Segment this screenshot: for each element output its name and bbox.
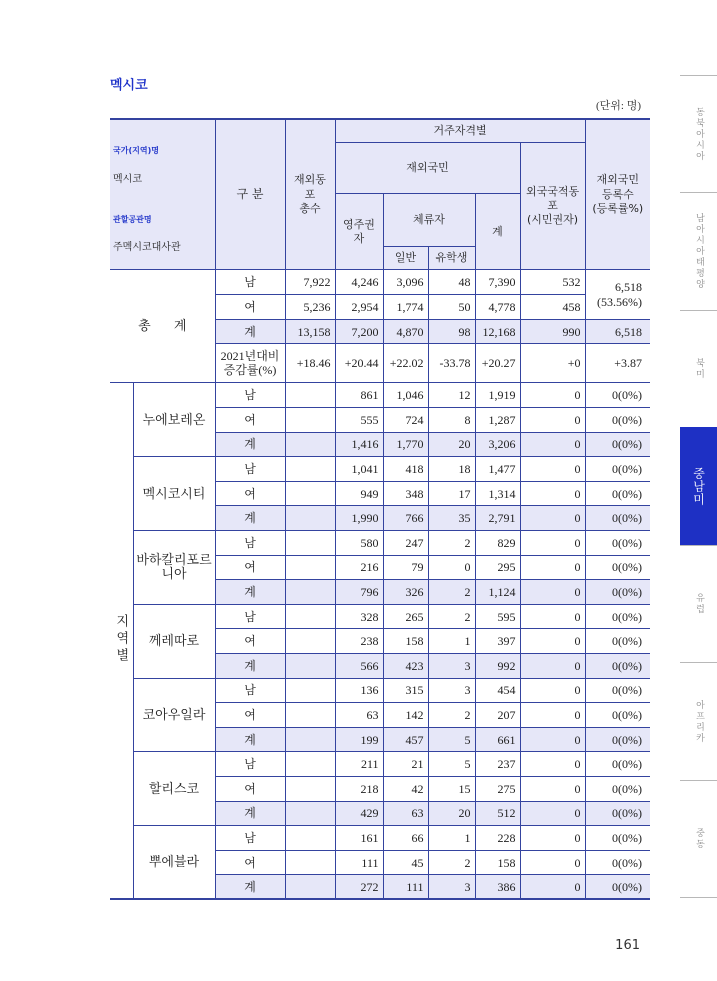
sex-label: 남 (215, 678, 285, 703)
student-value: 2 (428, 531, 475, 556)
table-row (110, 383, 650, 408)
student-value: 17 (428, 481, 475, 506)
region-group-label: 지역별 (114, 613, 130, 665)
permanent-resident-value: 566 (335, 654, 383, 679)
total-overseas-value (285, 580, 335, 605)
nationals-subtotal-value: 454 (475, 678, 520, 703)
nationals-subtotal-value: 237 (475, 752, 520, 777)
general-sojourner-change: +22.02 (383, 344, 428, 383)
nationals-subtotal-value: 1,287 (475, 408, 520, 433)
registered-value: 6,518 (615, 279, 643, 294)
nationals-subtotal-value: 1,314 (475, 481, 520, 506)
total-overseas-value (285, 408, 335, 433)
student-value: 0 (428, 555, 475, 580)
total-overseas-value: 7,922 (285, 270, 335, 295)
student-value: 5 (428, 727, 475, 752)
student-value: 8 (428, 408, 475, 433)
nationals-subtotal-value: 1,124 (475, 580, 520, 605)
total-overseas-value (285, 801, 335, 826)
nationals-subtotal-value: 992 (475, 654, 520, 679)
student-value: 50 (428, 295, 475, 320)
general-sojourner-value: 247 (383, 531, 428, 556)
permanent-resident-value: 218 (335, 776, 383, 801)
sex-label: 여 (215, 481, 285, 506)
student-value: 3 (428, 875, 475, 900)
registered-value: 0(0%) (585, 531, 650, 556)
table-row (110, 457, 650, 482)
total-overseas-value (285, 727, 335, 752)
tab-label: 유럽 (694, 593, 704, 615)
region-name: 바하칼리포르니아 (133, 531, 215, 605)
nationals-subtotal-value: 3,206 (475, 432, 520, 457)
permanent-resident-value: 861 (335, 383, 383, 408)
permanent-resident-value: 4,246 (335, 270, 383, 295)
foreign-national-change: +0 (520, 344, 585, 383)
registered-value: 0(0%) (585, 654, 650, 679)
total-overseas-value (285, 850, 335, 875)
general-sojourner-value: 348 (383, 481, 428, 506)
total-overseas-value (285, 506, 335, 531)
sex-label: 여 (215, 776, 285, 801)
student-header: 유학생 (428, 247, 475, 270)
change-rate-label: 2021년대비 증감률(%) (215, 344, 285, 383)
nationals-subtotal-value: 661 (475, 727, 520, 752)
total-overseas-value (285, 457, 335, 482)
foreign-national-value: 532 (520, 270, 585, 295)
table-row (110, 531, 650, 556)
sex-label: 계 (215, 875, 285, 900)
tab-label: 아프리카 (694, 699, 704, 744)
foreign-national-value: 0 (520, 506, 585, 531)
region-group-cell (110, 383, 133, 899)
permanent-resident-value: 328 (335, 604, 383, 629)
foreign-national-value: 0 (520, 629, 585, 654)
nationals-subtotal-value: 295 (475, 555, 520, 580)
nationals-subtotal-value: 397 (475, 629, 520, 654)
sex-label: 계 (215, 580, 285, 605)
total-overseas-value (285, 481, 335, 506)
registered-value: 0(0%) (585, 875, 650, 900)
permanent-resident-value: 7,200 (335, 320, 383, 344)
tab-latin-america[interactable] (680, 427, 717, 545)
general-sojourner-value: 66 (383, 826, 428, 851)
total-overseas-value (285, 383, 335, 408)
foreign-national-value: 0 (520, 580, 585, 605)
total-overseas-value (285, 678, 335, 703)
permanent-resident-value: 796 (335, 580, 383, 605)
country-info-cell (110, 119, 215, 270)
mission-label: 관할공관명 (113, 214, 152, 224)
student-value: 2 (428, 850, 475, 875)
permanent-resident-value: 238 (335, 629, 383, 654)
country-name: 멕시코 (113, 173, 142, 185)
total-overseas-value (285, 703, 335, 728)
general-header: 일반 (383, 247, 428, 270)
general-sojourner-value: 766 (383, 506, 428, 531)
nationals-subtotal-value: 4,778 (475, 295, 520, 320)
student-value: 3 (428, 678, 475, 703)
table-row (110, 604, 650, 629)
registered-value: 0(0%) (585, 678, 650, 703)
nationals-subtotal-value: 207 (475, 703, 520, 728)
general-sojourner-value: 63 (383, 801, 428, 826)
total-overseas-value (285, 654, 335, 679)
total-overseas-value (285, 752, 335, 777)
student-value: 2 (428, 604, 475, 629)
permanent-resident-value: 429 (335, 801, 383, 826)
general-sojourner-value: 158 (383, 629, 428, 654)
registered-value: 0(0%) (585, 408, 650, 433)
total-overseas-change: +18.46 (285, 344, 335, 383)
registered-value: 0(0%) (585, 801, 650, 826)
grand-total-label: 총 계 (110, 270, 215, 383)
nationals-subtotal-value: 1,477 (475, 457, 520, 482)
country-label: 국가(지역)명 (113, 146, 159, 156)
tab-europe[interactable] (680, 545, 717, 662)
foreign-national-value: 0 (520, 678, 585, 703)
statistics-table (110, 118, 650, 900)
total-overseas-value (285, 875, 335, 900)
region-name: 뿌에블라 (133, 826, 215, 900)
foreign-national-value: 0 (520, 383, 585, 408)
foreign-national-value: 458 (520, 295, 585, 320)
student-value: 5 (428, 752, 475, 777)
registered-value: 0(0%) (585, 506, 650, 531)
general-sojourner-value: 457 (383, 727, 428, 752)
nationals-subtotal-value: 829 (475, 531, 520, 556)
sex-label: 여 (215, 850, 285, 875)
category-header: 구 분 (215, 119, 285, 270)
registered-value: 0(0%) (585, 826, 650, 851)
sex-label: 여 (215, 408, 285, 433)
table-row (110, 826, 650, 851)
unit-note: (단위: 명) (595, 100, 641, 112)
registered-value: 0(0%) (585, 383, 650, 408)
nationals-subtotal-value: 512 (475, 801, 520, 826)
total-overseas-value (285, 629, 335, 654)
permanent-resident-value: 2,954 (335, 295, 383, 320)
nationals-subtotal-value: 158 (475, 850, 520, 875)
foreign-national-value: 0 (520, 604, 585, 629)
student-value: 3 (428, 654, 475, 679)
permanent-header: 영주권자 (335, 194, 383, 270)
student-value: 20 (428, 801, 475, 826)
foreign-national-value: 0 (520, 703, 585, 728)
student-value: 1 (428, 826, 475, 851)
region-section (110, 383, 650, 899)
registered-value: 0(0%) (585, 580, 650, 605)
nationals-header: 재외국민 (335, 142, 520, 194)
sex-label: 계 (215, 727, 285, 752)
tab-south-asia-pacific[interactable] (680, 192, 717, 310)
sex-label: 계 (215, 506, 285, 531)
permanent-resident-value: 199 (335, 727, 383, 752)
registered-value: 0(0%) (585, 850, 650, 875)
foreign-national-value: 0 (520, 727, 585, 752)
permanent-resident-value: 1,041 (335, 457, 383, 482)
sex-label: 남 (215, 457, 285, 482)
tab-label: 동북아시아 (694, 106, 704, 162)
region-name: 할리스코 (133, 752, 215, 826)
sex-label: 계 (215, 320, 285, 344)
permanent-resident-change: +20.44 (335, 344, 383, 383)
subtotal-header: 계 (475, 194, 520, 270)
general-sojourner-value: 45 (383, 850, 428, 875)
registered-value: 6,518 (585, 320, 650, 344)
foreign-national-value: 0 (520, 408, 585, 433)
tab-label: 북미 (694, 358, 704, 380)
foreign-national-value: 0 (520, 432, 585, 457)
permanent-resident-value: 580 (335, 531, 383, 556)
table-header (110, 119, 650, 270)
permanent-resident-value: 111 (335, 850, 383, 875)
registered-value: 0(0%) (585, 703, 650, 728)
registered-rate: (53.56%) (597, 294, 643, 309)
student-value: 1 (428, 629, 475, 654)
permanent-resident-value: 272 (335, 875, 383, 900)
permanent-resident-value: 555 (335, 408, 383, 433)
nationals-subtotal-value: 1,919 (475, 383, 520, 408)
nationals-subtotal-value: 2,791 (475, 506, 520, 531)
sex-label: 남 (215, 604, 285, 629)
tab-label: 남아시아태평양 (694, 213, 704, 290)
foreign-national-value: 0 (520, 654, 585, 679)
foreign-national-value: 0 (520, 875, 585, 900)
student-value: 20 (428, 432, 475, 457)
page-number: 161 (615, 938, 640, 953)
nationals-subtotal-value: 228 (475, 826, 520, 851)
general-sojourner-value: 1,774 (383, 295, 428, 320)
sex-label: 여 (215, 629, 285, 654)
nationals-subtotal-value: 275 (475, 776, 520, 801)
registered-value: 0(0%) (585, 629, 650, 654)
registered-header: 재외국민 등록수 (등록률%) (585, 119, 650, 270)
total-overseas-value (285, 826, 335, 851)
residence-status-header: 거주자격별 (335, 119, 585, 142)
foreign-nationals-header: 외국국적동포 (시민권자) (520, 142, 585, 270)
sex-label: 남 (215, 752, 285, 777)
total-overseas-header: 재외동포 총수 (285, 119, 335, 270)
nationals-subtotal-value: 12,168 (475, 320, 520, 344)
registered-value: 0(0%) (585, 432, 650, 457)
general-sojourner-value: 42 (383, 776, 428, 801)
general-sojourner-value: 315 (383, 678, 428, 703)
tab-north-america[interactable] (680, 310, 717, 427)
general-sojourner-value: 326 (383, 580, 428, 605)
general-sojourner-value: 21 (383, 752, 428, 777)
region-name: 코아우일라 (133, 678, 215, 752)
student-value: 12 (428, 383, 475, 408)
mission-name: 주멕시코대사관 (113, 242, 181, 254)
total-overseas-value (285, 531, 335, 556)
foreign-national-value: 0 (520, 801, 585, 826)
general-sojourner-value: 724 (383, 408, 428, 433)
registered-value: 0(0%) (585, 727, 650, 752)
permanent-resident-value: 161 (335, 826, 383, 851)
general-sojourner-value: 111 (383, 875, 428, 900)
student-value: 35 (428, 506, 475, 531)
sex-label: 여 (215, 555, 285, 580)
table-row (110, 270, 650, 295)
general-sojourner-value: 1,770 (383, 432, 428, 457)
registered-value: 0(0%) (585, 604, 650, 629)
student-value: 48 (428, 270, 475, 295)
general-sojourner-value: 79 (383, 555, 428, 580)
grand-total-section (110, 270, 650, 383)
foreign-national-value: 0 (520, 481, 585, 506)
tab-africa[interactable] (680, 662, 717, 780)
registered-cell (585, 270, 650, 320)
foreign-national-value: 0 (520, 752, 585, 777)
registered-value: 0(0%) (585, 555, 650, 580)
general-sojourner-value: 142 (383, 703, 428, 728)
foreign-national-value: 0 (520, 776, 585, 801)
foreign-national-value: 0 (520, 826, 585, 851)
general-sojourner-value: 1,046 (383, 383, 428, 408)
foreign-national-value: 0 (520, 457, 585, 482)
table-row (110, 752, 650, 777)
general-sojourner-value: 265 (383, 604, 428, 629)
registered-value: 0(0%) (585, 481, 650, 506)
sex-label: 남 (215, 270, 285, 295)
tab-label: 중동 (694, 828, 704, 850)
registered-change: +3.87 (585, 344, 650, 383)
foreign-national-value: 0 (520, 531, 585, 556)
sex-label: 계 (215, 432, 285, 457)
permanent-resident-value: 63 (335, 703, 383, 728)
student-value: 18 (428, 457, 475, 482)
tab-northeast-asia[interactable] (680, 75, 717, 192)
total-overseas-value (285, 776, 335, 801)
total-overseas-value (285, 432, 335, 457)
registered-value: 0(0%) (585, 752, 650, 777)
tab-middle-east[interactable] (680, 780, 717, 898)
total-overseas-value: 13,158 (285, 320, 335, 344)
sojourner-header: 체류자 (383, 194, 475, 247)
student-value: 2 (428, 703, 475, 728)
permanent-resident-value: 211 (335, 752, 383, 777)
student-change: -33.78 (428, 344, 475, 383)
table-row (110, 678, 650, 703)
foreign-national-value: 0 (520, 850, 585, 875)
page-title: 멕시코 (110, 78, 148, 93)
nationals-subtotal-value: 595 (475, 604, 520, 629)
region-name: 멕시코시티 (133, 457, 215, 531)
registered-value: 0(0%) (585, 457, 650, 482)
nationals-subtotal-value: 386 (475, 875, 520, 900)
permanent-resident-value: 949 (335, 481, 383, 506)
general-sojourner-value: 418 (383, 457, 428, 482)
sex-label: 남 (215, 826, 285, 851)
permanent-resident-value: 136 (335, 678, 383, 703)
student-value: 2 (428, 580, 475, 605)
region-name: 누에보레온 (133, 383, 215, 457)
sex-label: 남 (215, 383, 285, 408)
total-overseas-value: 5,236 (285, 295, 335, 320)
sex-label: 남 (215, 531, 285, 556)
foreign-national-value: 990 (520, 320, 585, 344)
sex-label: 여 (215, 703, 285, 728)
general-sojourner-value: 423 (383, 654, 428, 679)
header-row (110, 119, 650, 142)
permanent-resident-value: 1,990 (335, 506, 383, 531)
total-overseas-value (285, 555, 335, 580)
sex-label: 계 (215, 654, 285, 679)
student-value: 15 (428, 776, 475, 801)
nationals-subtotal-change: +20.27 (475, 344, 520, 383)
sex-label: 여 (215, 295, 285, 320)
total-overseas-value (285, 604, 335, 629)
tab-label: 중남미 (691, 467, 706, 506)
permanent-resident-value: 216 (335, 555, 383, 580)
permanent-resident-value: 1,416 (335, 432, 383, 457)
general-sojourner-value: 3,096 (383, 270, 428, 295)
registered-value: 0(0%) (585, 776, 650, 801)
foreign-national-value: 0 (520, 555, 585, 580)
sex-label: 계 (215, 801, 285, 826)
nationals-subtotal-value: 7,390 (475, 270, 520, 295)
region-name: 께레따로 (133, 604, 215, 678)
general-sojourner-value: 4,870 (383, 320, 428, 344)
student-value: 98 (428, 320, 475, 344)
